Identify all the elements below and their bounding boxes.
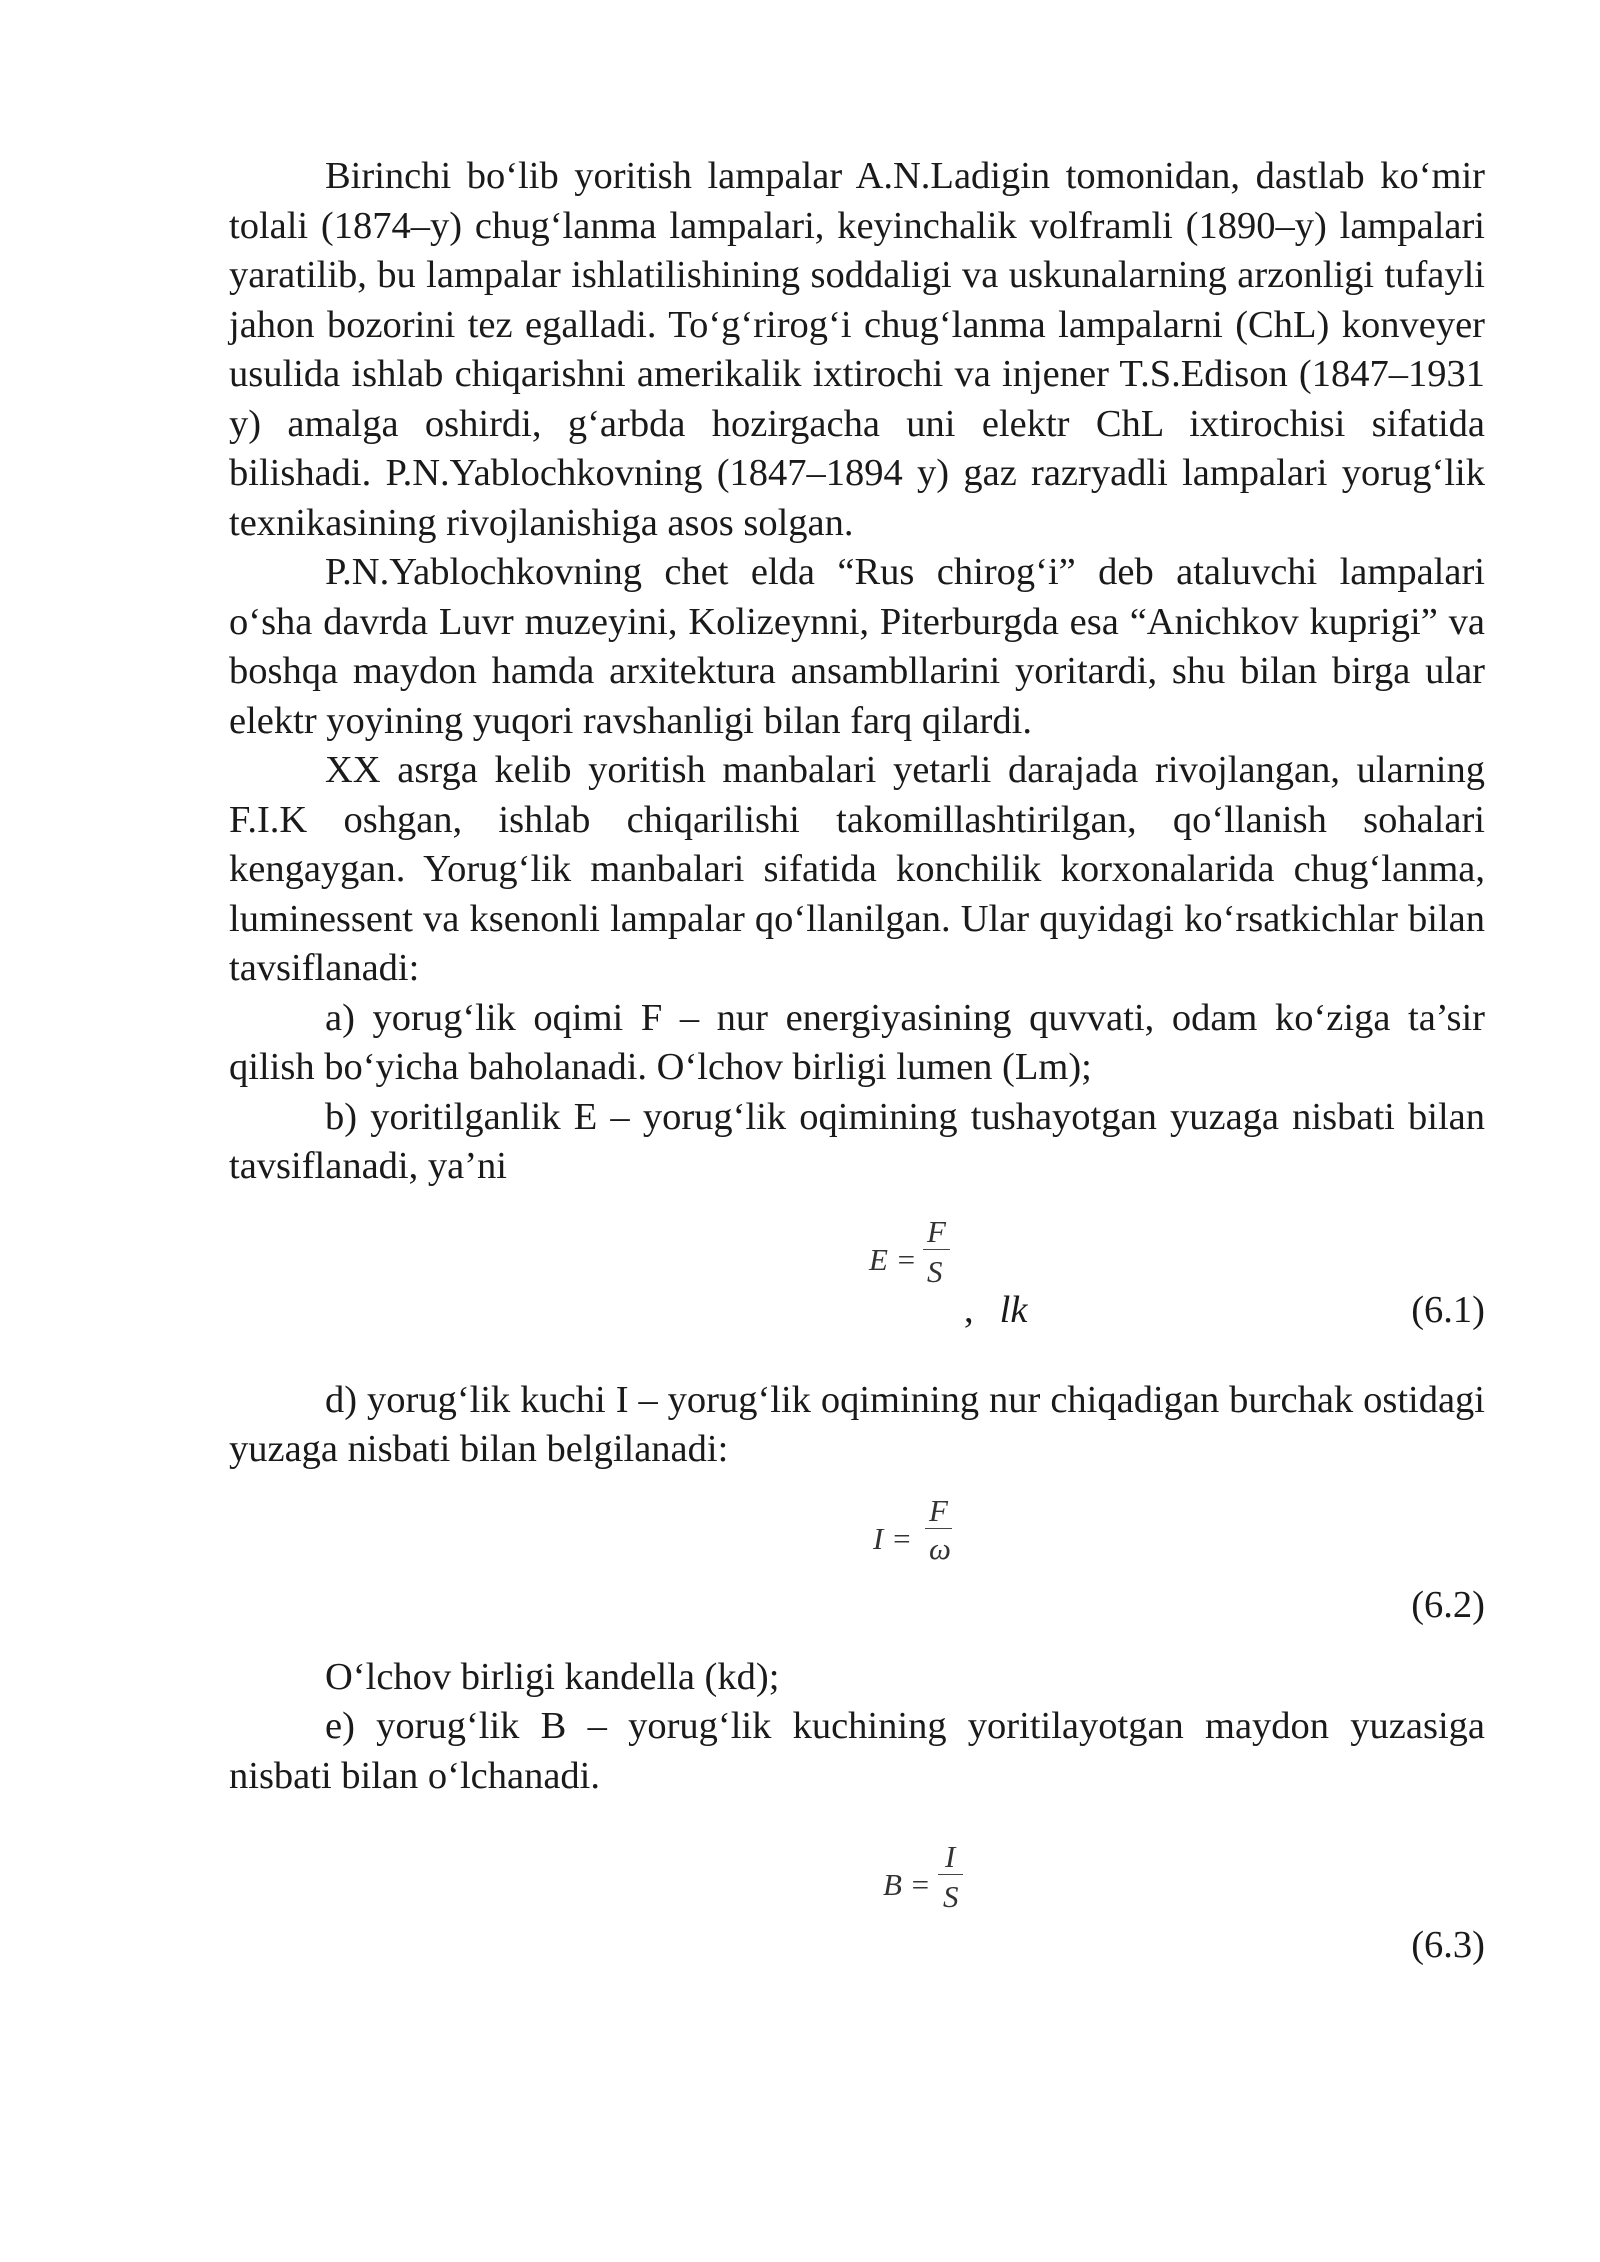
formula-6-2-numerator: F — [929, 1492, 948, 1528]
formula-6-1-fraction-bar — [923, 1249, 950, 1250]
equation-number-6-2: (6.2) — [1411, 1583, 1485, 1626]
formula-6-2 — [229, 1475, 1485, 1647]
formula-6-1 — [229, 1192, 1485, 1334]
paragraph-item-d: d) yorug‘lik kuchi I – yorug‘lik oqimining nur chiqadigan burchak ostidagi yuzaga nisbati bilan belgilanadi: — [229, 1378, 1485, 1470]
paragraph-unit-kandella: O‘lchov birligi kandella (kd); — [325, 1655, 780, 1698]
formula-6-1-comma: , — [964, 1288, 974, 1331]
formula-6-3-numerator: I — [945, 1839, 956, 1874]
formula-6-2-denominator: ω — [929, 1530, 951, 1566]
formula-6-3-lhs: B = — [883, 1867, 931, 1902]
formula-6-1-lhs: E = — [869, 1241, 917, 1277]
paragraph-history-lamps: Birinchi bo‘lib yoritish lampalar A.N.Ladigin tomonidan, dastlab ko‘mir tolali (1874–y) chug‘lanma lampalari, keyinchalik volframli (1890–y) lampalari yaratilib, bu lampalar ishlatilishining soddaligi va uskunalarning arzonligi tufayli jahon bozorini tez egalladi. To‘g‘rirog‘i chug‘lanma lampalarni (ChL) konveyer usulida ishlab chiqarishni amerikalik ixtirochi va injener T.S.Edison (1847–1931 y) amalga oshirdi, g‘arbda hozirgacha uni elektr ChL ixtirochisi sifatida bilishadi. P.N.Yablochkovning (1847–1894 y) gaz razryadli lampalari yorug‘lik texnikasining rivojlanishiga asos solgan. — [229, 155, 1485, 544]
formula-6-3 — [229, 1801, 1485, 1981]
paragraph-item-e: e) yorug‘lik B – yorug‘lik kuchining yoritilayotgan maydon yuzasiga nisbati bilan o‘lchanadi. — [229, 1705, 1485, 1797]
formula-6-3-denominator: S — [943, 1879, 959, 1914]
formula-6-1-denominator: S — [927, 1253, 943, 1289]
formula-6-3-fraction-bar — [938, 1874, 963, 1875]
formula-6-1-unit: lk — [999, 1288, 1028, 1331]
paragraph-yablochkov: P.N.Yablochkovning chet elda “Rus chirog‘i” deb ataluvchi lampalari o‘sha davrda Luvr muzeyini, Kolizeynni, Piterburgda esa “Anichkov kuprigi” va boshqa maydon hamda arxitektura ansambllarini yoritardi, shu bilan birga ular elektr yoyining yuqori ravshanligi bilan farq qilardi. — [229, 551, 1485, 742]
equation-number-6-3: (6.3) — [1411, 1924, 1485, 1966]
formula-6-1-numerator: F — [927, 1213, 946, 1249]
formula-6-2-fraction-bar — [925, 1528, 952, 1529]
paragraph-item-a: a) yorug‘lik oqimi F – nur energiyasining quvvati, odam ko‘ziga ta’sir qilish bo‘yicha baholanadi. O‘lchov birligi lumen (Lm); — [229, 996, 1485, 1088]
formula-6-2-lhs: I = — [873, 1520, 912, 1556]
equation-number-6-1: (6.1) — [1411, 1288, 1485, 1331]
document-page — [229, 152, 1485, 1981]
paragraph-xx-century: XX asrga kelib yoritish manbalari yetarli darajada rivojlangan, ularning F.I.K oshgan, ishlab chiqarilishi takomillashtirilgan, qo‘llanish sohalari kengaygan. Yorug‘lik manbalari sifatida konchilik korxonalarida chug‘lanma, luminessent va ksenonli lampalar qo‘llanilgan. Ular quyidagi ko‘rsatkichlar bilan tavsiflanadi: — [229, 749, 1485, 989]
paragraph-item-b: b) yoritilganlik E – yorug‘lik oqimining tushayotgan yuzaga nisbati bilan tavsiflanadi, ya’ni — [229, 1095, 1485, 1187]
